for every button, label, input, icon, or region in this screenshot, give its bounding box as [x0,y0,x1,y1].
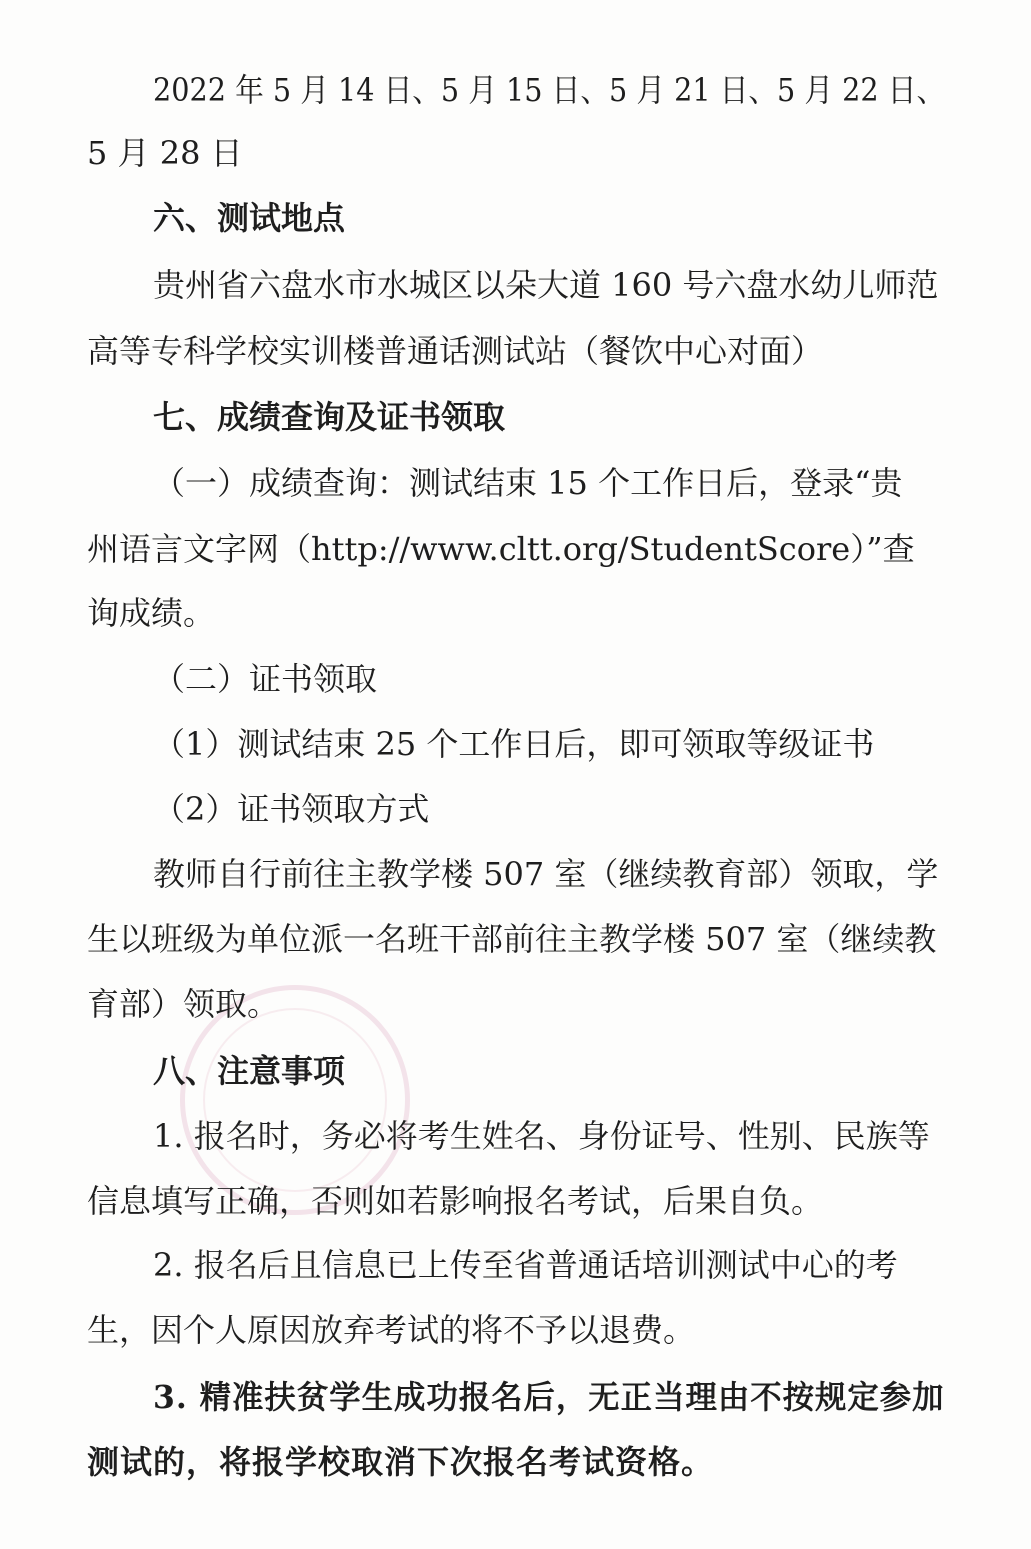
results-query-line-1: （一）成绩查询：测试结束 15 个工作日后，登录“贵 [153,464,903,502]
results-query-line-2: 州语言文字网（http://www.cltt.org/StudentScore）”查 [87,530,915,568]
certificate-subheading: （二）证书领取 [153,660,378,698]
date-line-1: 2022 年 5 月 14 日、5 月 15 日、5 月 21 日、5 月 22 日、 [153,71,946,109]
certificate-item-1: （1）测试结束 25 个工作日后，即可领取等级证书 [153,725,875,763]
certificate-method-line-1: 教师自行前往主教学楼 507 室（继续教育部）领取，学 [153,855,939,893]
note-1-line-1: 1. 报名时，务必将考生姓名、身份证号、性别、民族等 [153,1117,930,1155]
note-2-line-2: 生，因个人原因放弃考试的将不予以退费。 [87,1311,696,1349]
note-2-line-1: 2. 报名后且信息已上传至省普通话培训测试中心的考 [153,1246,898,1284]
date-line-2: 5 月 28 日 [87,134,243,172]
results-query-line-3: 询成绩。 [87,594,216,632]
note-3-line-2: 测试的，将报学校取消下次报名考试资格。 [87,1443,715,1481]
location-line-2: 高等专科学校实训楼普通话测试站（餐饮中心对面） [87,332,824,370]
section-heading-notes: 八、注意事项 [153,1052,346,1090]
section-heading-location: 六、测试地点 [153,199,346,237]
section-heading-results: 七、成绩查询及证书领取 [153,398,506,436]
certificate-method-line-2: 生以班级为单位派一名班干部前往主教学楼 507 室（继续教 [87,920,937,958]
note-1-line-2: 信息填写正确，否则如若影响报名考试，后果自负。 [87,1182,824,1220]
location-line-1: 贵州省六盘水市水城区以朵大道 160 号六盘水幼儿师范 [153,266,939,304]
certificate-method-line-3: 育部）领取。 [87,985,280,1023]
certificate-item-2: （2）证书领取方式 [153,790,430,828]
note-3-line-1: 3. 精准扶贫学生成功报名后，无正当理由不按规定参加 [153,1378,945,1416]
